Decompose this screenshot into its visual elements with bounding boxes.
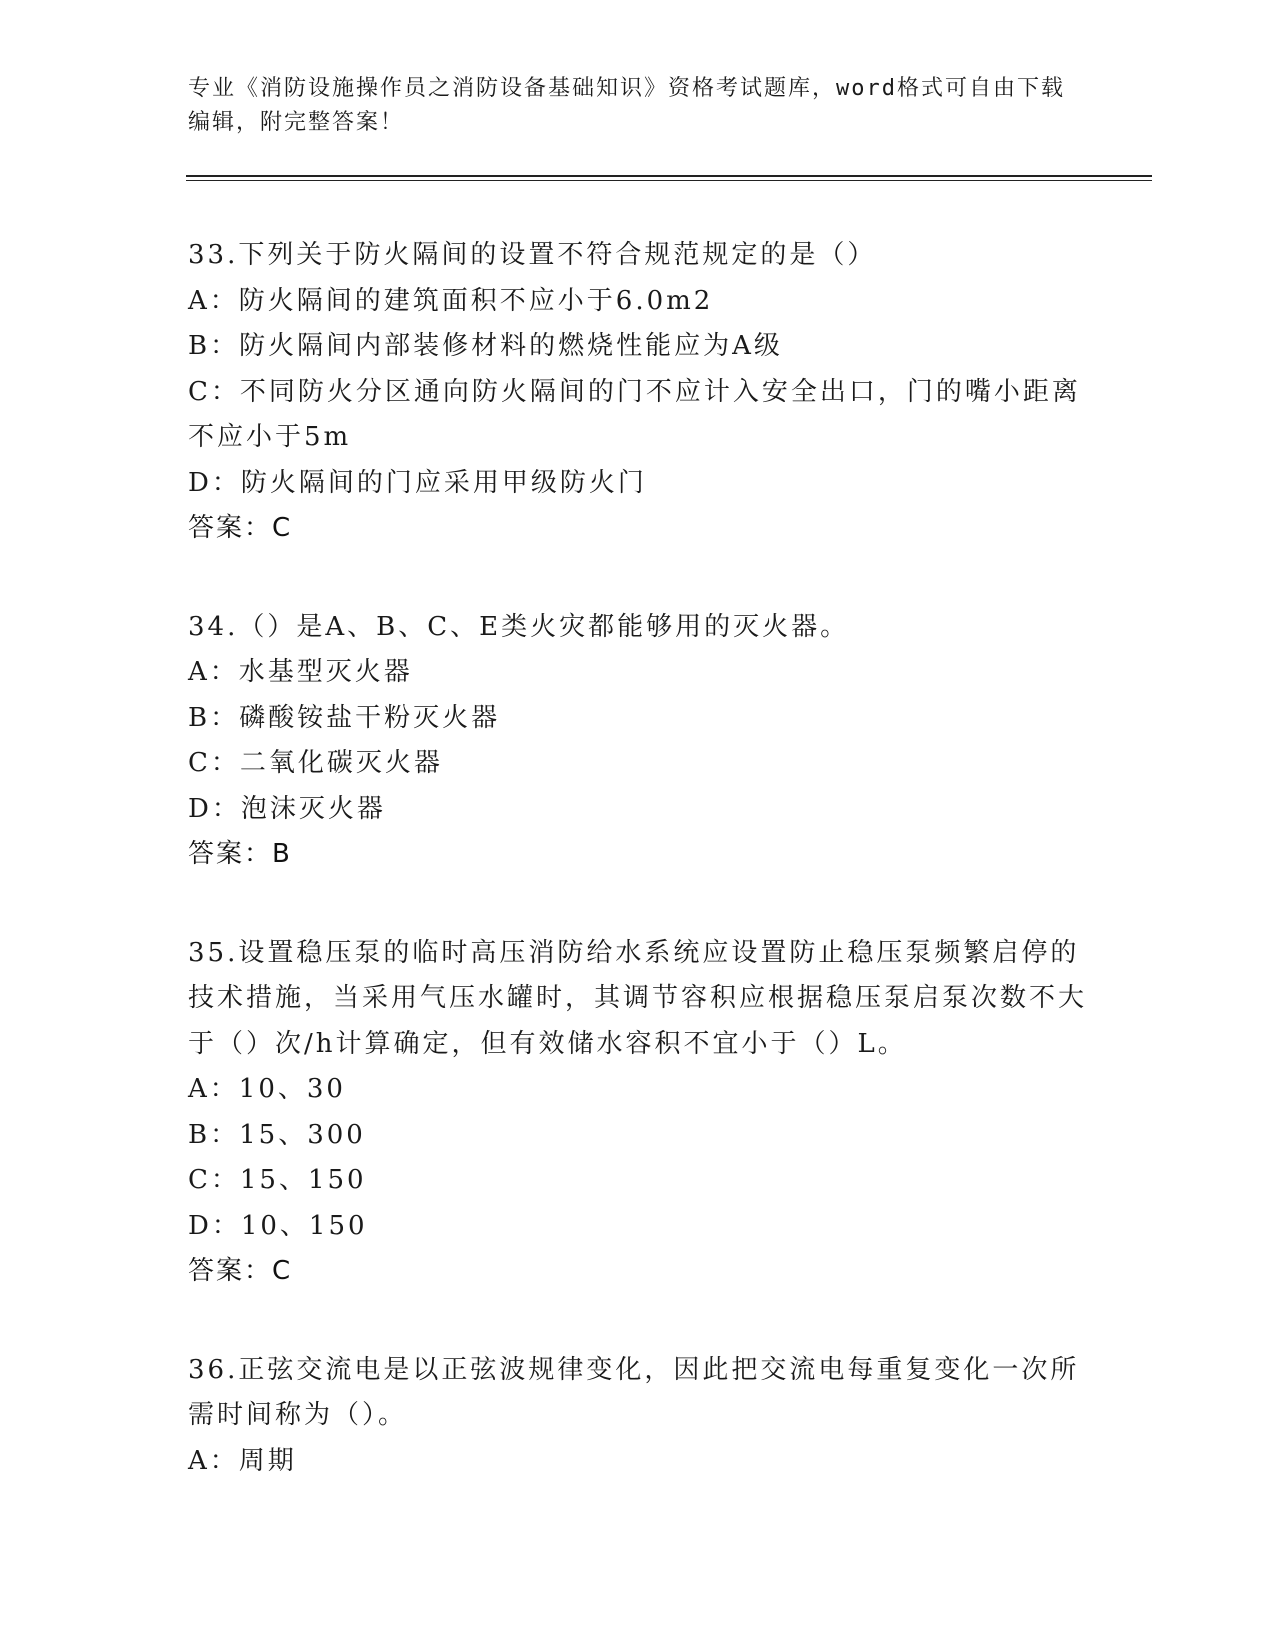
option-c: C：15、150 (188, 1165, 367, 1195)
option-a: A：周期 (188, 1445, 297, 1476)
header-divider (186, 175, 1152, 181)
question-stem: 34.（）是A、B、C、E类火灾都能够用的灭火器。 (188, 611, 850, 642)
option-d: D：防火隔间的门应采用甲级防火门 (188, 467, 647, 498)
question-stem: 35.设置稳压泵的临时高压消防给水系统应设置防止稳压泵频繁启停的技术措施，当采用气压水罐时，其调节容积应根据稳压泵启泵次数不大于（）次/h计算确定，但有效储水容积不宜小于（）L。 (188, 937, 1088, 1059)
option-c: C：二氧化碳灭火器 (188, 748, 443, 778)
question-36 (188, 1348, 1088, 1485)
answer-label: 答案：C (188, 513, 293, 543)
option-a: A：防火隔间的建筑面积不应小于6.0m2 (188, 285, 714, 316)
answer-label: 答案：C (188, 1256, 293, 1286)
document-header: 专业《消防设施操作员之消防设备基础知识》资格考试题库，word格式可自由下载编辑，附完整答案！ (188, 76, 1065, 135)
question-list (188, 233, 1088, 1537)
option-a: A：水基型灭火器 (188, 657, 413, 687)
question-stem: 33.下列关于防火隔间的设置不符合规范规定的是（） (188, 240, 877, 270)
option-b: B：15、300 (188, 1119, 366, 1150)
option-c: C：不同防火分区通向防火隔间的门不应计入安全出口，门的嘴小距离不应小于5m (188, 376, 1081, 452)
answer-label: 答案：B (188, 839, 292, 869)
option-d: D：泡沫灭火器 (188, 793, 386, 824)
option-d: D：10、150 (188, 1210, 368, 1241)
option-b: B：防火隔间内部装修材料的燃烧性能应为A级 (188, 331, 783, 361)
question-stem: 36.正弦交流电是以正弦波规律变化，因此把交流电每重复变化一次所需时间称为（）。 (188, 1354, 1080, 1430)
question-34 (188, 605, 1088, 878)
option-b: B：磷酸铵盐干粉灭火器 (188, 702, 501, 733)
option-a: A：10、30 (188, 1074, 346, 1104)
question-35 (188, 931, 1088, 1295)
question-33 (188, 233, 1088, 552)
